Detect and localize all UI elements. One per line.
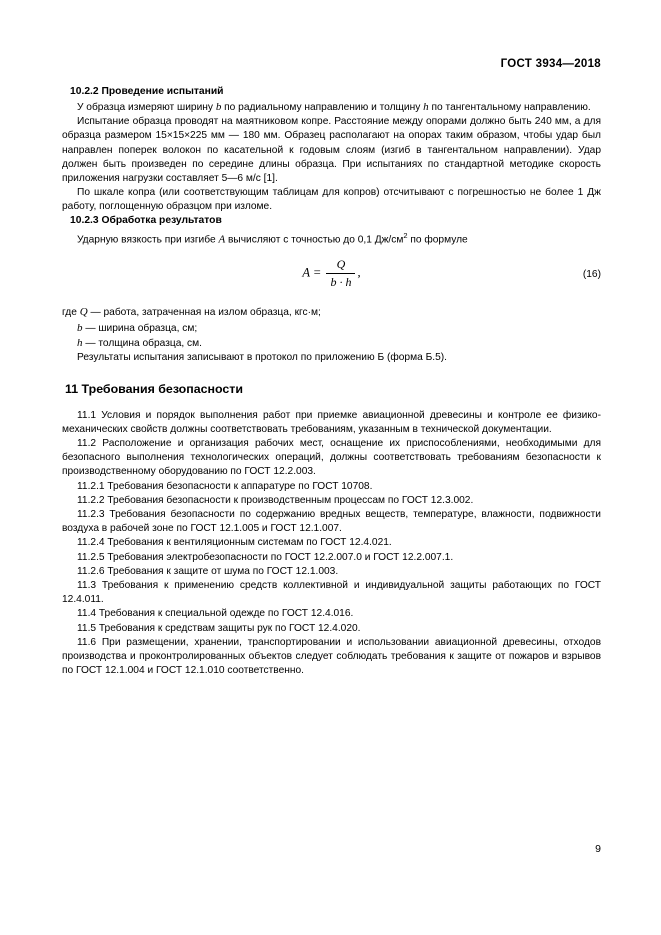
text-fragment: по тангентальному направлению. (428, 102, 591, 113)
page-number: 9 (595, 843, 601, 855)
text-fragment: Ударную вязкость при изгибе (77, 234, 219, 246)
paragraph-11-5: 11.5 Требования к средствам защиты рук по ГОСТ 12.4.020. (77, 622, 361, 634)
formula-fraction (326, 257, 355, 290)
formula-definitions (62, 305, 601, 351)
paragraph-test-procedure: Испытание образца проводят на маятниковом копре. Расстояние между опорами должно быть 240 мм, а для образца размером 15×15×225 мм — 180 мм. Образец располагают на опорах таким образом, чтобы удар был направлен поперек волокон по касательной к годовым слоям (изгиб в тангентальном направлении). Удар должен быть произведен по середине длины образца. При испытаниях по стандартной методике скорость приложения нагрузки составляет 5—6 м/с [1]. (62, 116, 601, 185)
symbol-b: b (77, 321, 83, 334)
formula-16-block (62, 257, 601, 297)
text-fragment: — толщина образца, см. (82, 338, 202, 350)
paragraph-protocol-record: Результаты испытания записывают в протокол по приложению Б (форма Б.5). (77, 352, 447, 364)
definition-h (62, 336, 601, 351)
paragraph-impact-strength (62, 229, 601, 248)
paragraph-11-2-2: 11.2.2 Требования безопасности к производственным процессам по ГОСТ 12.3.002. (77, 494, 474, 506)
formula-lhs: A = (302, 265, 322, 280)
paragraph-11-2-5: 11.2.5 Требования электробезопасности по ГОСТ 12.2.007.0 и ГОСТ 12.2.007.1. (77, 551, 454, 563)
paragraph-11-4: 11.4 Требования к специальной одежде по ГОСТ 12.4.016. (77, 608, 354, 620)
formula-numerator: Q (326, 257, 355, 274)
definition-b (62, 321, 601, 336)
formula-comma: , (357, 265, 361, 280)
page-content (62, 86, 601, 679)
symbol-h: h (423, 101, 429, 113)
paragraph-11-2-1: 11.2.1 Требования безопасности к аппаратуре по ГОСТ 10708. (77, 480, 373, 492)
heading-10-2-2: 10.2.2 Проведение испытаний (70, 86, 224, 97)
paragraph-11-2-6: 11.2.6 Требования к защите от шума по ГОСТ 12.1.003. (77, 565, 339, 577)
page-header-standard-id: ГОСТ 3934—2018 (500, 58, 601, 70)
text-fragment: — ширина образца, см; (82, 322, 198, 334)
symbol-A: A (218, 233, 226, 246)
text-fragment: по радиальному направлению и толщину (221, 102, 424, 113)
text-fragment: У образца измеряют ширину (77, 102, 216, 113)
paragraph-10-2-2-intro (62, 100, 601, 115)
text-fragment: по формуле (407, 234, 468, 246)
text-fragment: — работа, затраченная на излом образца, кгс·м; (87, 307, 321, 319)
definition-Q (62, 305, 601, 320)
formula-16 (62, 257, 601, 290)
formula-number: (16) (582, 269, 601, 281)
paragraph-11-2: 11.2 Расположение и организация рабочих мест, оснащение их приспособлениями, необходимыми для безопасного выполнения технологических операций, должны соответствовать требованиям безопасности к производственному оборудованию по ГОСТ 12.2.003. (62, 438, 601, 478)
text-fragment: где (62, 307, 80, 319)
text-fragment: вычисляют с точностью до 0,1 Дж/см (225, 234, 404, 246)
paragraph-11-3: 11.3 Требования к применению средств коллективной и индивидуальной защиты работающих по ГОСТ 12.4.011. (62, 580, 601, 606)
paragraph-11-2-4: 11.2.4 Требования к вентиляционным системам по ГОСТ 12.4.021. (77, 537, 392, 549)
symbol-Q: Q (79, 306, 88, 319)
symbol-b: b (215, 101, 222, 113)
heading-11-safety: 11 Требования безопасности (65, 381, 243, 396)
paragraph-11-1: 11.1 Условия и порядок выполнения работ при приемке авиационной древесины и контроле ее физико-механических свойств должны соответствовать требованиям, указанным в технической документации. (62, 409, 601, 435)
paragraph-11-2-3: 11.2.3 Требования безопасности по содержанию вредных веществ, температуре, влажности, подвижности воздуха в рабочей зоне по ГОСТ 12.1.005 и ГОСТ 12.1.007. (62, 509, 601, 535)
heading-10-2-3: 10.2.3 Обработка результатов (70, 214, 222, 226)
formula-denominator: b · h (330, 275, 352, 290)
superscript-2: 2 (403, 230, 408, 240)
paragraph-scale-reading: По шкале копра (или соответствующим таблицам для копров) отсчитывают с погрешностью не более 1 Дж работу, поглощенную образцом при изломе. (62, 187, 601, 213)
symbol-h: h (77, 337, 83, 350)
paragraph-11-6: 11.6 При размещении, хранении, транспортировании и использовании авиационной древесины, отходов производства и проконтролированных объектов следует соблюдать требования к защите от пожаров и взрывов по ГОСТ 12.1.004 и ГОСТ 12.1.010 соответственно. (62, 636, 601, 677)
